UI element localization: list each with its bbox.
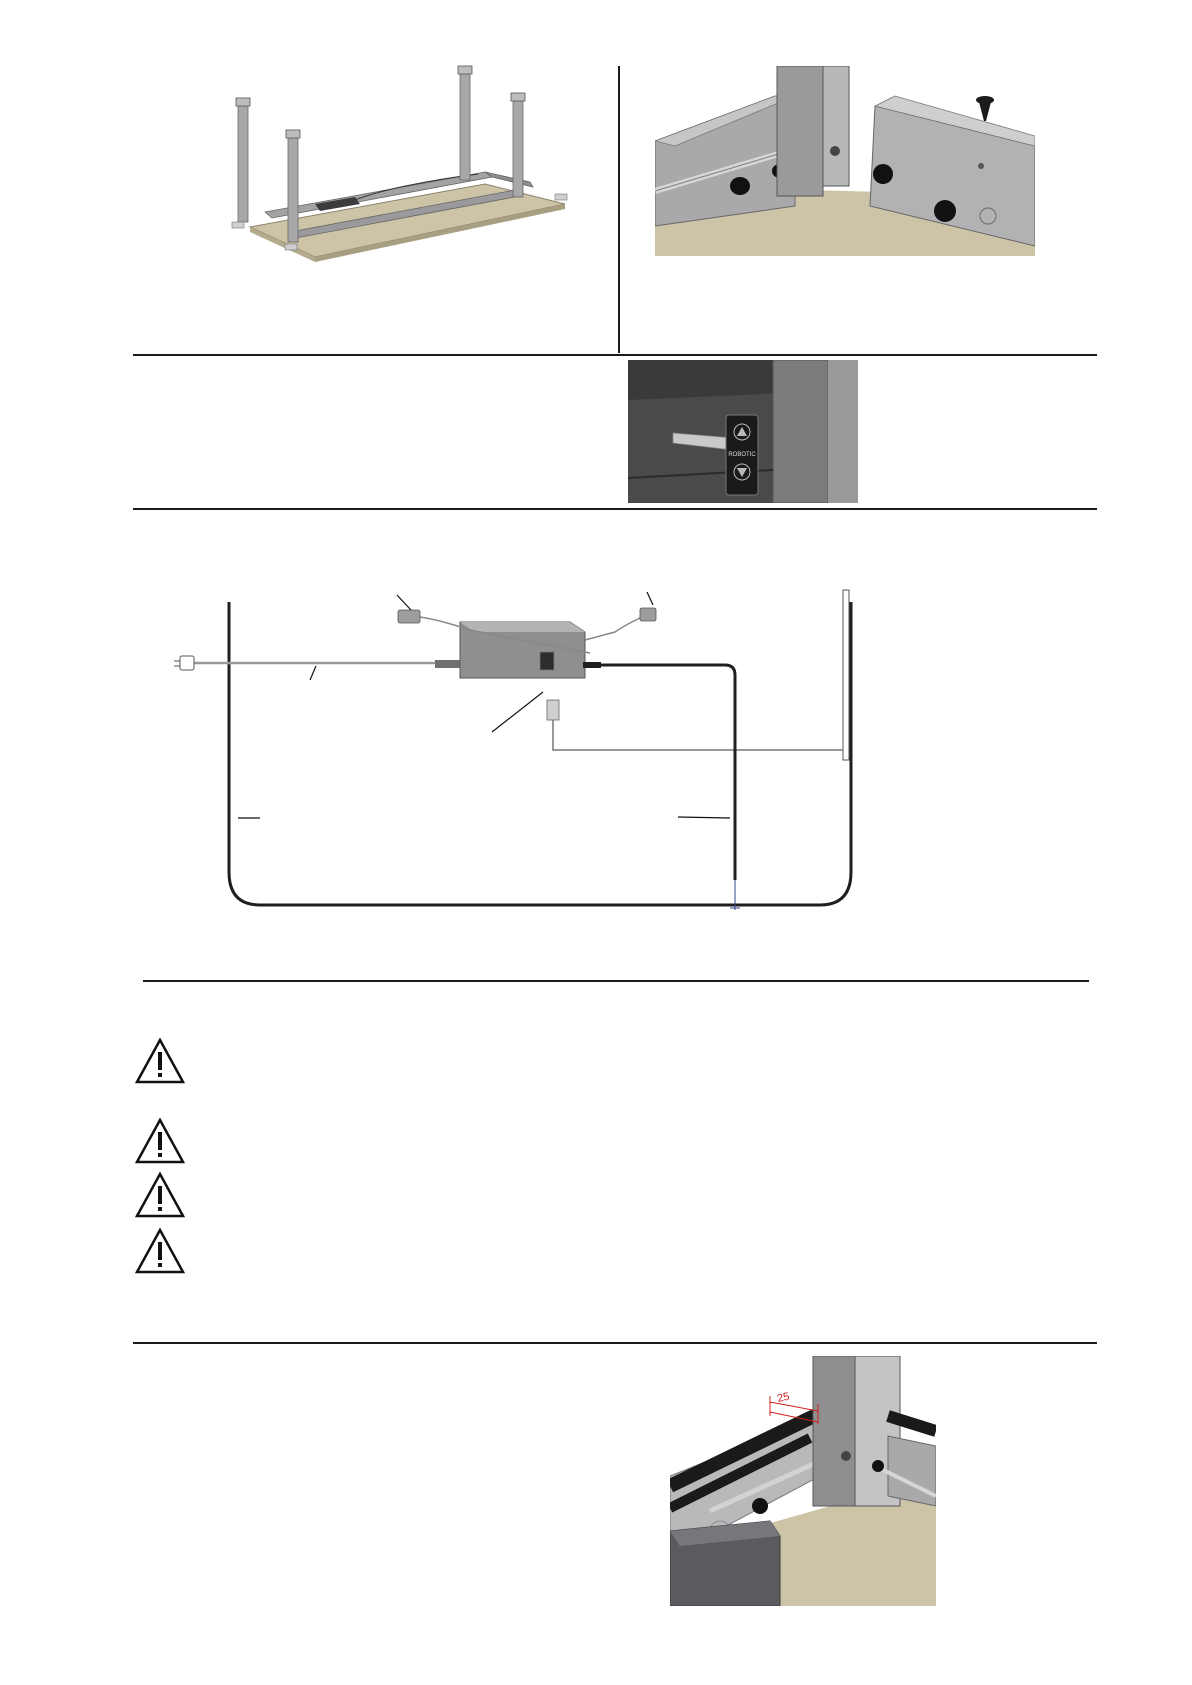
handset-controller: [726, 415, 758, 495]
section-divider-3: [143, 980, 1089, 982]
bracket-screw-illustration: [655, 66, 1035, 256]
warning-triangle-icon: [135, 1038, 185, 1084]
handset-brand-label: ROBOTIC: [728, 452, 756, 458]
section-divider-2: [133, 508, 1097, 510]
section-divider-4: [133, 1342, 1097, 1344]
section-divider-1: [133, 354, 1097, 356]
warning-triangle-icon: [135, 1118, 185, 1164]
handset-illustration: [628, 360, 858, 503]
screw-icon: [976, 96, 994, 121]
warning-triangle-icon: [135, 1172, 185, 1218]
top-section-divider: [618, 66, 620, 353]
wiring-diagram: [170, 580, 870, 920]
dimension-label: 25: [776, 1390, 791, 1405]
desk-frame-illustration: [230, 62, 570, 272]
warning-triangle-icon: [135, 1228, 185, 1274]
cable-clip-illustration: [670, 1356, 936, 1606]
